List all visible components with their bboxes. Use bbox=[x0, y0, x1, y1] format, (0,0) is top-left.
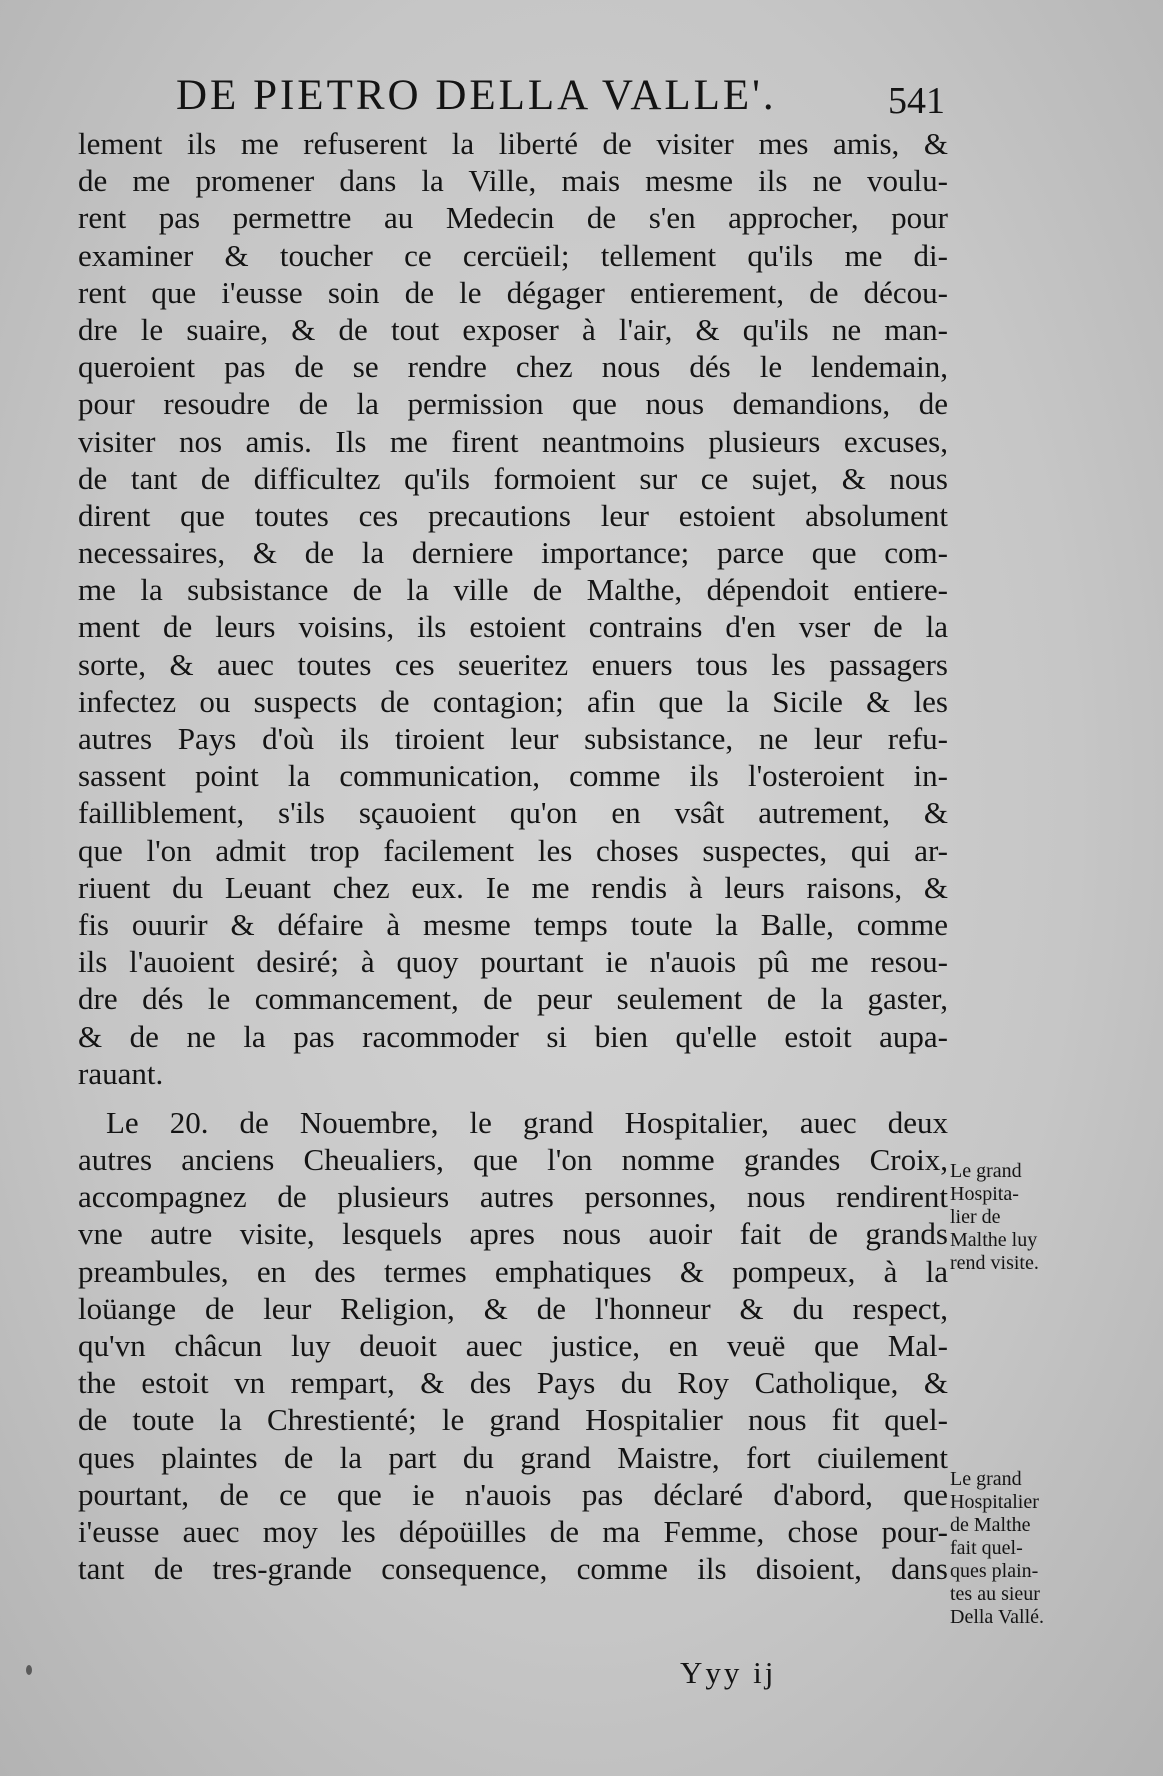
margin-note-line: Malthe luy bbox=[950, 1229, 1038, 1251]
text-line: accompagnez de plusieurs autres personnes, nous rendirent bbox=[78, 1179, 948, 1215]
text-line: failliblement, s'ils sçauoient qu'on en vsât autrement, & bbox=[78, 795, 948, 831]
text-line: pourtant, de ce que ie n'auois pas déclaré d'abord, que bbox=[78, 1476, 948, 1512]
text-line: que l'on admit trop facilement les choses suspectes, qui ar- bbox=[78, 832, 948, 868]
text-line: preambules, en des termes emphatiques & pompeux, à la bbox=[78, 1253, 948, 1289]
text-line: fis ouurir & défaire à mesme temps toute la Balle, comme bbox=[78, 906, 948, 942]
text-line: qu'vn châcun luy deuoit auec justice, en veuë que Mal- bbox=[78, 1328, 948, 1363]
text-line: the estoit vn rempart, & des Pays du Roy Catholique, & bbox=[78, 1365, 948, 1401]
margin-note-line: Hospitalier bbox=[950, 1491, 1039, 1513]
margin-note-line: rend visite. bbox=[950, 1252, 1039, 1274]
text-line: vne autre visite, lesquels apres nous auoir fait de grands bbox=[78, 1216, 948, 1252]
signature-mark: Yyy ij bbox=[680, 1655, 777, 1690]
text-line: lement ils me refuserent la liberté de visiter mes amis, & bbox=[78, 126, 948, 161]
text-line: queroient pas de se rendre chez nous dés le lendemain, bbox=[78, 349, 948, 385]
text-line: sassent point la communication, comme ils l'osteroient in- bbox=[78, 758, 948, 794]
margin-note bbox=[950, 1160, 1080, 1275]
text-line: rent que i'eusse soin de le dégager entierement, de décou- bbox=[78, 274, 948, 310]
ink-speck bbox=[26, 1665, 32, 1675]
text-line: examiner & toucher ce cercüeil; tellement qu'ils me di- bbox=[78, 237, 948, 273]
text-line: rent pas permettre au Medecin de s'en approcher, pour bbox=[78, 200, 948, 236]
text-line: autres anciens Cheualiers, que l'on nomme grandes Croix, bbox=[78, 1142, 948, 1178]
text-line: loüange de leur Religion, & de l'honneur & du respect, bbox=[78, 1290, 948, 1326]
margin-note-line: ques plain- bbox=[950, 1560, 1039, 1582]
text-line: sorte, & auec toutes ces seueritez enuers tous les passagers bbox=[78, 646, 948, 682]
text-line: necessaires, & de la derniere importance; parce que com- bbox=[78, 535, 948, 571]
paragraph-gap bbox=[78, 1092, 948, 1104]
margin-note-line: Hospita- bbox=[950, 1183, 1019, 1205]
text-line: tant de tres-grande consequence, comme ils disoient, dans bbox=[78, 1551, 948, 1587]
running-head: DE PIETRO DELLA VALLE'. bbox=[176, 72, 777, 119]
margin-note-line: fait quel- bbox=[950, 1537, 1023, 1559]
margin-note-line: Le grand bbox=[950, 1160, 1022, 1182]
text-line: Le 20. de Nouembre, le grand Hospitalier, auec deux bbox=[106, 1104, 948, 1140]
text-line: ques plaintes de la part du grand Maistre, fort ciuilement bbox=[78, 1439, 948, 1475]
margin-note bbox=[950, 1468, 1080, 1629]
text-line: i'eusse auec moy les dépoüilles de ma Femme, chose pour- bbox=[78, 1513, 948, 1549]
text-line: dre le suaire, & de tout exposer à l'air, & qu'ils ne man- bbox=[78, 311, 948, 347]
text-line: me la subsistance de la ville de Malthe, dépendoit entiere- bbox=[78, 572, 948, 608]
text-line: de toute la Chrestienté; le grand Hospitalier nous fit quel- bbox=[78, 1402, 948, 1438]
text-line: rauant. bbox=[78, 1055, 164, 1091]
margin-note-line: lier de bbox=[950, 1206, 1001, 1228]
text-line: de tant de difficultez qu'ils formoient sur ce sujet, & nous bbox=[78, 460, 948, 496]
text-line: riuent du Leuant chez eux. Ie me rendis à leurs raisons, & bbox=[78, 869, 948, 905]
main-text bbox=[78, 125, 948, 1587]
text-line: ment de leurs voisins, ils estoient contrains d'en vser de la bbox=[78, 609, 948, 645]
text-line: ils l'auoient desiré; à quoy pourtant ie n'auois pû me resou- bbox=[78, 944, 948, 980]
margin-note-line: de Malthe bbox=[950, 1514, 1031, 1536]
margin-note-line: Le grand bbox=[950, 1468, 1022, 1490]
text-line: dirent que toutes ces precautions leur estoient absolument bbox=[78, 497, 948, 533]
text-line: autres Pays d'où ils tiroient leur subsistance, ne leur refu- bbox=[78, 721, 948, 756]
text-line: de me promener dans la Ville, mais mesme ils ne voulu- bbox=[78, 163, 948, 199]
page-number: 541 bbox=[888, 80, 945, 122]
text-line: pour resoudre de la permission que nous demandions, de bbox=[78, 386, 948, 422]
text-line: visiter nos amis. Ils me firent neantmoins plusieurs excuses, bbox=[78, 423, 948, 459]
text-line: & de ne la pas racommoder si bien qu'elle estoit aupa- bbox=[78, 1018, 948, 1054]
margin-note-line: Della Vallé. bbox=[950, 1606, 1045, 1628]
text-line: dre dés le commancement, de peur seulement de la gaster, bbox=[78, 981, 948, 1017]
margin-note-line: tes au sieur bbox=[950, 1583, 1040, 1605]
text-line: infectez ou suspects de contagion; afin que la Sicile & les bbox=[78, 683, 948, 719]
